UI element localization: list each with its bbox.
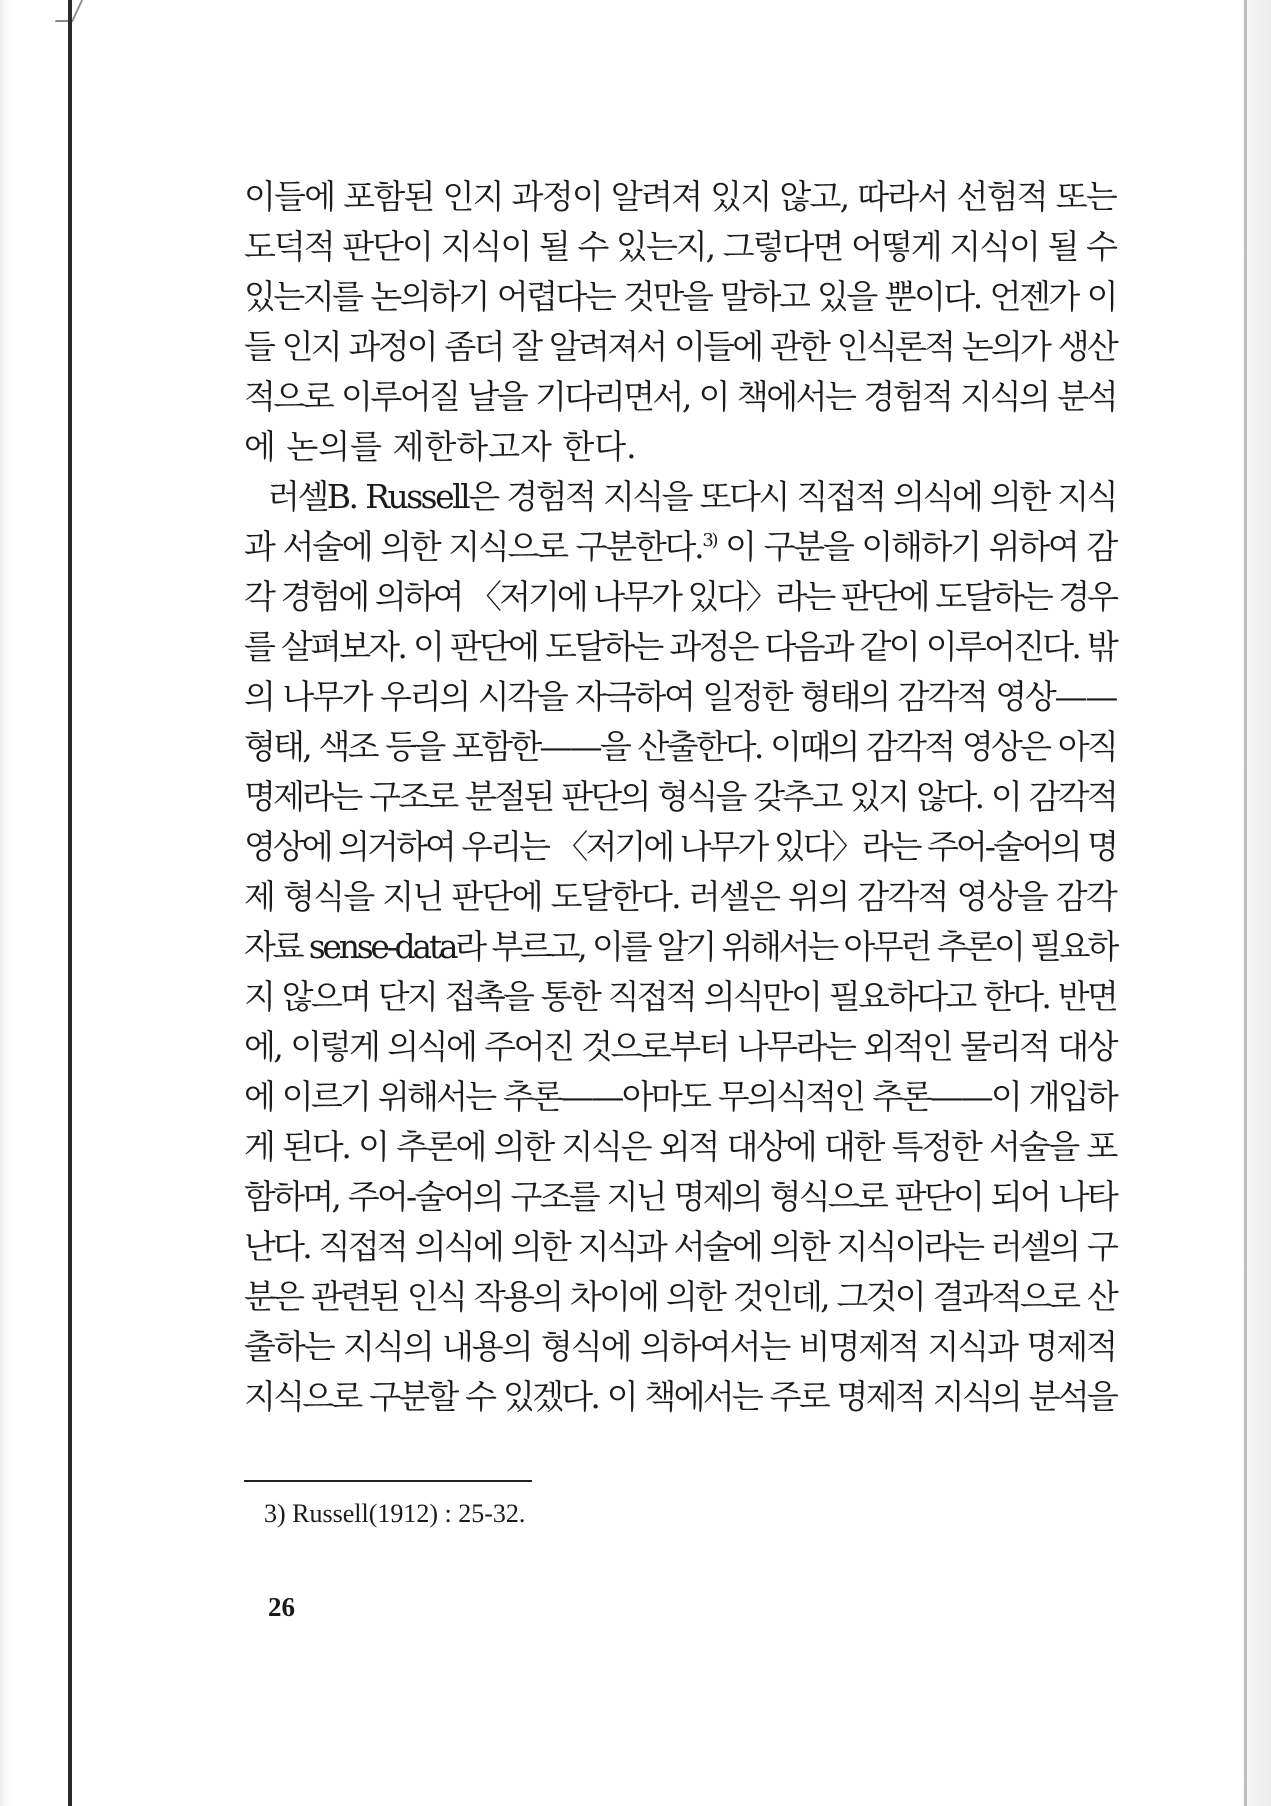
- text-line: 자료 sense-data라 부르고, 이를 알기 위해서는 아무런 추론이 필요하: [244, 927, 1116, 966]
- text-segment: 과 서술에 의한 지식으로 구분한다.: [244, 527, 703, 566]
- text-line: 명제라는 구조로 분절된 판단의 형식을 갖추고 있지 않다. 이 감각적: [244, 777, 1116, 816]
- text-segment: 이 구분을 이해하기 위하여 감: [716, 527, 1116, 566]
- text-line: 도덕적 판단이 지식이 될 수 있는지, 그렇다면 어떻게 지식이 될 수: [244, 227, 1116, 266]
- footnote-reference[interactable]: 3): [702, 530, 717, 551]
- text-line-with-footnote: [244, 522, 1116, 572]
- text-line: 이들에 포함된 인지 과정이 알려져 있지 않고, 따라서 선험적 또는: [244, 177, 1116, 216]
- text-line: 지 않으며 단지 접촉을 통한 직접적 의식만이 필요하다고 한다. 반면: [244, 977, 1116, 1016]
- text-line: 각 경험에 의하여 〈저기에 나무가 있다〉라는 판단에 도달하는 경우: [244, 577, 1116, 616]
- footnote-divider: [244, 1480, 532, 1482]
- text-line: 제 형식을 지닌 판단에 도달한다. 러셀은 위의 감각적 영상을 감각: [244, 877, 1116, 916]
- text-line: 형태, 색조 등을 포함한——을 산출한다. 이때의 감각적 영상은 아직: [244, 727, 1116, 766]
- text-line: 를 살펴보자. 이 판단에 도달하는 과정은 다음과 같이 이루어진다. 밖: [244, 627, 1116, 666]
- body-text: [244, 172, 1116, 1422]
- text-line: 지식으로 구분할 수 있겠다. 이 책에서는 주로 명제적 지식의 분석을: [244, 1377, 1116, 1416]
- text-line: 들 인지 과정이 좀더 잘 알려져서 이들에 관한 인식론적 논의가 생산: [244, 327, 1116, 366]
- text-line: 에 이르기 위해서는 추론——아마도 무의식적인 추론——이 개입하: [244, 1077, 1116, 1116]
- text-line: 적으로 이루어질 날을 기다리면서, 이 책에서는 경험적 지식의 분석: [244, 377, 1116, 416]
- text-line: 러셀B. Russell은 경험적 지식을 또다시 직접적 의식에 의한 지식: [268, 477, 1116, 516]
- text-line: 의 나무가 우리의 시각을 자극하여 일정한 형태의 감각적 영상——: [244, 677, 1116, 716]
- page-right-edge: [1244, 0, 1247, 1806]
- text-line: 게 된다. 이 추론에 의한 지식은 외적 대상에 대한 특정한 서술을 포: [244, 1127, 1116, 1166]
- footnote: 3) Russell(1912) : 25-32.: [264, 1499, 526, 1528]
- text-line: 에 논의를 제한하고자 한다.: [244, 427, 637, 466]
- page-number: 26: [268, 1592, 295, 1622]
- text-line: 출하는 지식의 내용의 형식에 의하여서는 비명제적 지식과 명제적: [244, 1327, 1116, 1366]
- text-line: 난다. 직접적 의식에 의한 지식과 서술에 의한 지식이라는 러셀의 구: [244, 1227, 1116, 1266]
- text-line: 에, 이렇게 의식에 주어진 것으로부터 나무라는 외적인 물리적 대상: [244, 1027, 1116, 1066]
- book-spine-edge: [68, 0, 72, 1806]
- text-line: 분은 관련된 인식 작용의 차이에 의한 것인데, 그것이 결과적으로 산: [244, 1277, 1116, 1316]
- text-line: 영상에 의거하여 우리는 〈저기에 나무가 있다〉라는 주어-술어의 명: [244, 827, 1116, 866]
- text-line: 함하며, 주어-술어의 구조를 지닌 명제의 형식으로 판단이 되어 나타: [244, 1177, 1116, 1216]
- text-line: 있는지를 논의하기 어렵다는 것만을 말하고 있을 뿐이다. 언젠가 이: [244, 277, 1116, 316]
